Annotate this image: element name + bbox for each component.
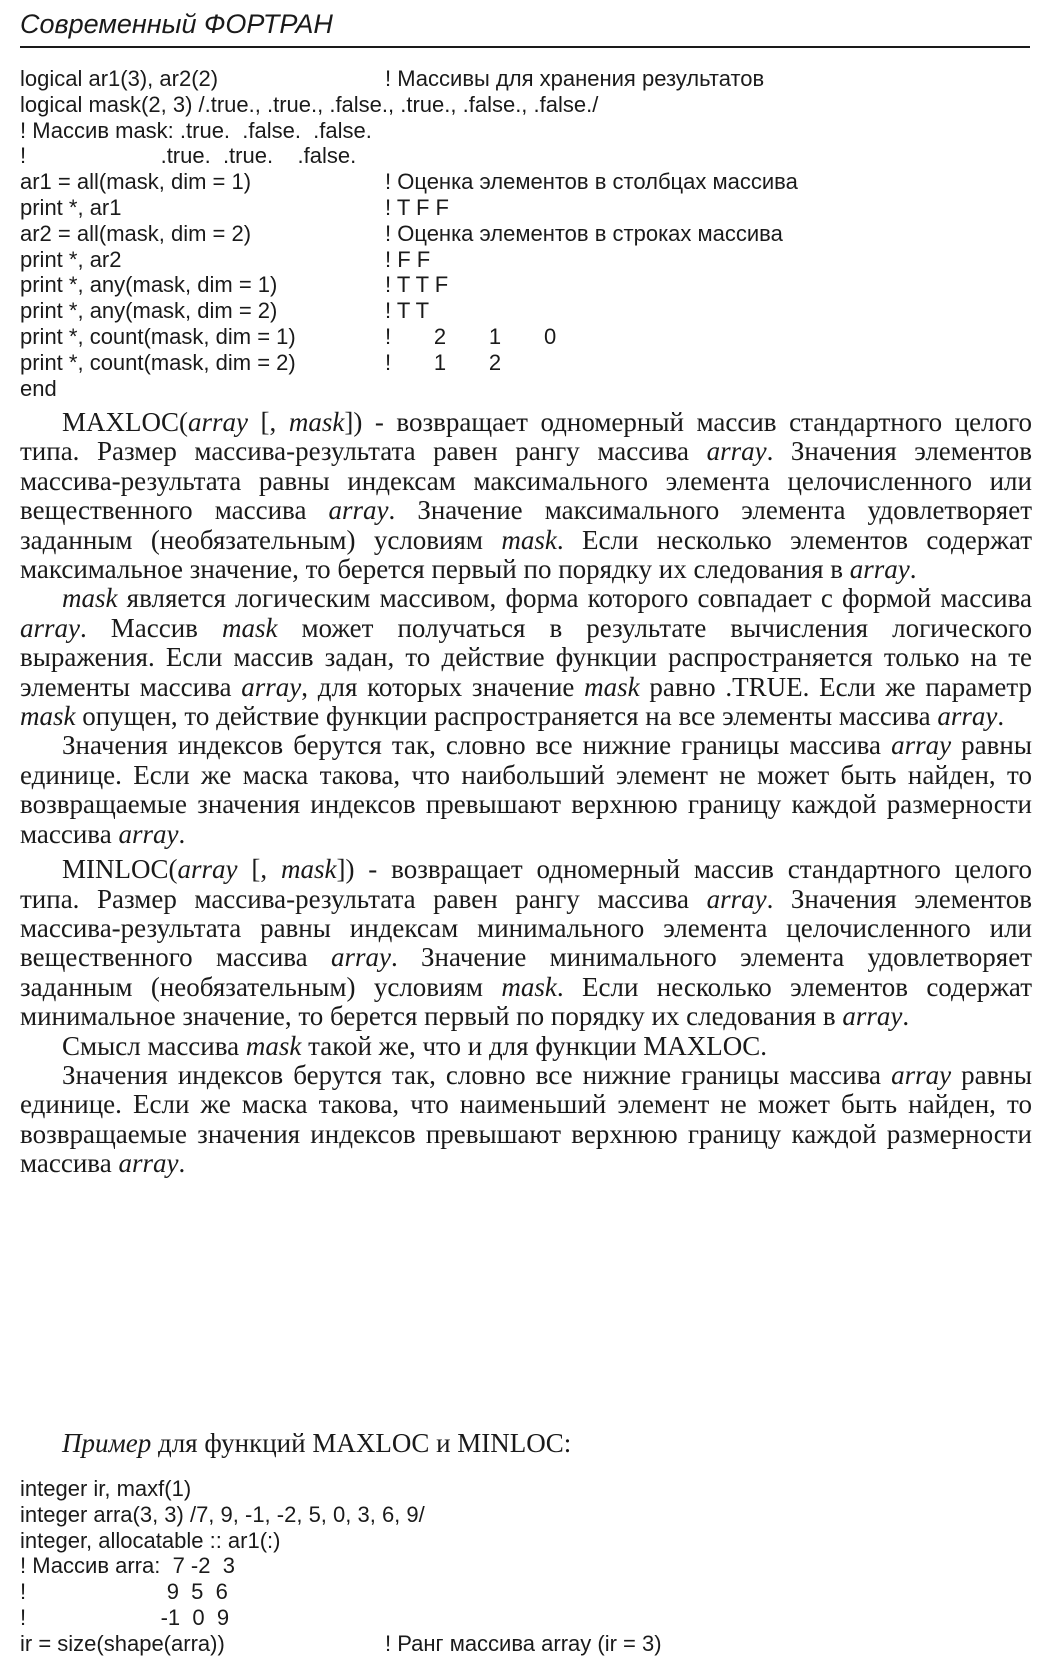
code-line [20, 1553, 1032, 1579]
code-comment: ! Массивы для хранения результатов [385, 66, 765, 91]
code-comment: ! Оценка элементов в строках массива [385, 220, 783, 246]
body-text [20, 408, 1032, 1179]
code-line [20, 1502, 1032, 1528]
code-comment: ! T T [385, 298, 430, 324]
running-head: Современный ФОРТРАН [20, 6, 1030, 48]
code-line [20, 169, 1032, 195]
code-line [20, 324, 1032, 350]
code-block-maxloc-example [20, 1476, 1032, 1657]
code-text: ! -1 0 9 [20, 1604, 230, 1630]
code-line [20, 350, 1032, 376]
code-text: print *, count(mask, dim = 1) [20, 323, 296, 349]
code-text: integer arra(3, 3) /7, 9, -1, -2, 5, 0, 3, 6, 9/ [20, 1501, 425, 1527]
code-text: ir = size(shape(arra)) [20, 1630, 225, 1656]
code-comment: ! F F [385, 246, 431, 272]
code-block-logical-functions [20, 66, 1032, 401]
example-heading: Пример для функций MAXLOC и MINLOC: [62, 1428, 572, 1458]
paragraph-minloc-indices: Значения индексов берутся так, словно все нижние границы массива array равны единице. Если же маска такова, что наименьший элемент не может быть найден, то возвращаемые значения индексов превышают верхнюю границу каждой размерности массива array. [20, 1059, 1033, 1179]
code-line [20, 195, 1032, 221]
paragraph-maxloc-definition: MAXLOC(array [, mask]) - возвращает одномерный массив стандартного целого типа. Размер массива-результата равен рангу массива array. Значения элементов массива-результата равны индексам максимального элемента целочисленного или вещественного массива array. Значение максимального элемента удовлетворяет заданным (необязательным) условиям mask. Если несколько элементов содержат максимальное значение, то берется первый по порядку их следования в array. [20, 407, 1033, 585]
code-line [20, 1631, 1032, 1657]
code-line [20, 221, 1032, 247]
code-text: integer, allocatable :: ar1(:) [20, 1527, 281, 1553]
code-line [20, 1528, 1032, 1554]
code-comment: ! T F F [385, 194, 449, 220]
code-comment: ! Ранг массива array (ir = 3) [385, 1630, 662, 1656]
paragraph-maxloc-indices: Значения индексов берутся так, словно все нижние границы массива array равны единице. Если же маска такова, что наибольший элемент не может быть найден, то возвращаемые значения индексов превышают верхнюю границу каждой размерности массива array. [20, 730, 1033, 849]
code-text: end [20, 375, 57, 401]
code-text: print *, any(mask, dim = 2) [20, 298, 278, 324]
code-text: print *, ar1 [20, 194, 122, 220]
code-text: logical ar1(3), ar2(2) [20, 66, 219, 91]
code-line [20, 247, 1032, 273]
code-comment: ! Оценка элементов в столбцах массива [385, 169, 798, 195]
code-text: print *, any(mask, dim = 1) [20, 272, 278, 298]
code-comment: ! T T F [385, 272, 449, 298]
code-text: ar2 = all(mask, dim = 2) [20, 220, 252, 246]
code-line [20, 92, 1032, 118]
code-line [20, 376, 1032, 402]
code-line [20, 143, 1032, 169]
code-comment: ! 2 1 0 [385, 323, 557, 349]
code-text: ! 9 5 6 [20, 1579, 228, 1605]
code-text: ! Массив arra: 7 -2 3 [20, 1553, 235, 1579]
code-line [20, 298, 1032, 324]
code-line [20, 66, 1032, 92]
code-line [20, 1579, 1032, 1605]
code-text: print *, count(mask, dim = 2) [20, 349, 296, 375]
paragraph-minloc-definition: MINLOC(array [, mask]) - возвращает одномерный массив стандартного целого типа. Размер массива-результата равен рангу массива array. Значения элементов массива-результата равны индексам минимального элемента целочисленного или вещественного массива array. Значение минимального элемента удовлетворяет заданным (необязательным) условиям mask. Если несколько элементов содержат минимальное значение, то берется первый по порядку их следования в array. [20, 854, 1032, 1032]
paragraph-maxloc-mask: mask является логическим массивом, форма которого совпадает с формой массива array. Массив mask может получаться в результате вычисления логического выражения. Если массив задан, то действие функции распространяется только на те элементы массива array, для которых значение mask равно .TRUE. Если же параметр mask опущен, то действие функции распространяется на все элементы массива array. [20, 583, 1032, 732]
code-text: ! Массив mask: .true. .false. .false. [20, 117, 372, 143]
code-line [20, 272, 1032, 298]
code-text: integer ir, maxf(1) [20, 1476, 192, 1501]
code-text: ar1 = all(mask, dim = 1) [20, 169, 252, 195]
code-text: logical mask(2, 3) /.true., .true., .false., .true., .false., .false./ [20, 91, 599, 117]
code-text: ! .true. .true. .false. [20, 143, 357, 169]
code-line [20, 118, 1032, 144]
paragraph-minloc-mask: Смысл массива mask такой же, что и для функции MAXLOC. [62, 1030, 768, 1061]
code-line [20, 1476, 1032, 1502]
code-comment: ! 1 2 [385, 349, 502, 375]
code-text: print *, ar2 [20, 246, 122, 272]
code-line [20, 1605, 1032, 1631]
